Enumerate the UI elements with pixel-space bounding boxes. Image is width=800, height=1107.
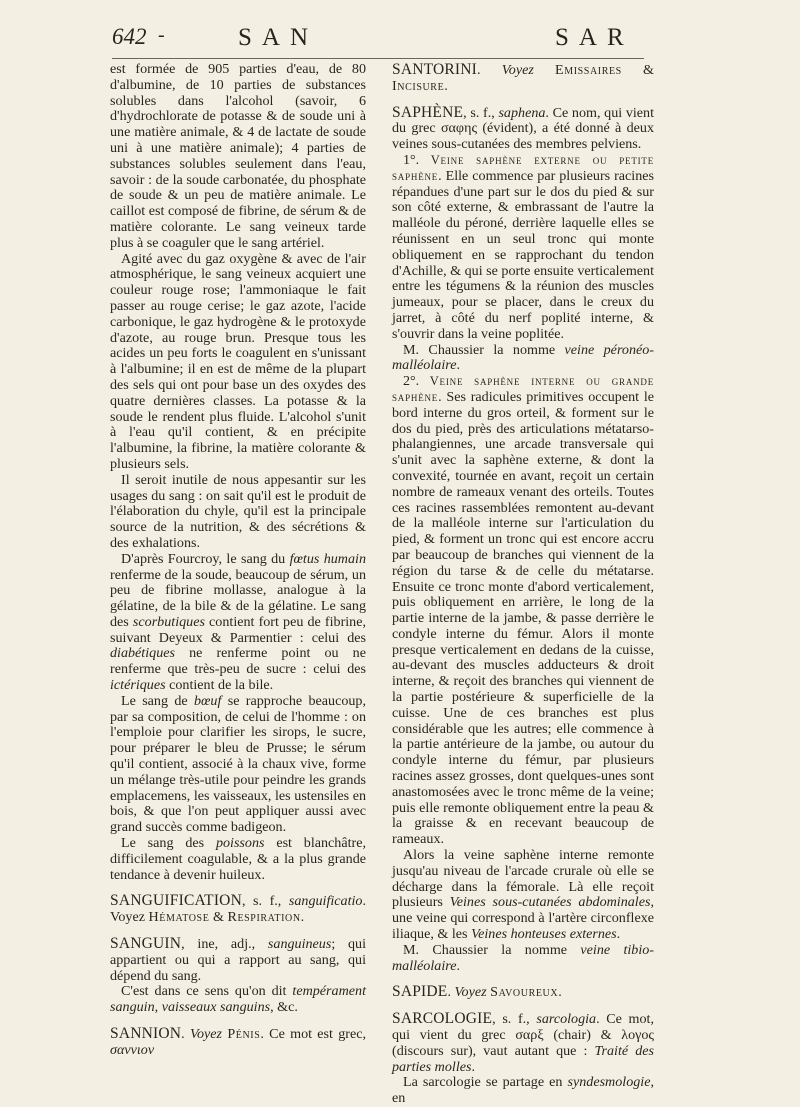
text-run: . — [471, 1058, 476, 1075]
text-run: . Ce mot, qui vient du grec — [392, 1011, 654, 1044]
text-run: sanguineus — [267, 936, 332, 953]
entry-sannion — [110, 1026, 366, 1059]
text-run: . — [444, 77, 448, 94]
left-running-head: SAN — [238, 24, 319, 51]
text-run: poissons — [215, 835, 265, 852]
left-column — [110, 62, 366, 1059]
cross-reference-link[interactable]: Pénis — [227, 1026, 261, 1043]
text-run: saphena — [498, 104, 546, 121]
headword: SANNION — [110, 1025, 182, 1043]
text-run: . — [300, 909, 305, 926]
headword: SANTORINI — [392, 61, 478, 78]
page-number: 642 — [112, 24, 147, 49]
text-run: . Voyez — [110, 893, 366, 926]
right-column — [392, 62, 654, 1107]
text-run: renferme de la soude, beaucoup de sérum, un peu de fibrine mollasse, analogue à la gélatine, de la bile & de la gélatine. Le sang des — [110, 566, 366, 630]
right-running-head: SAR — [555, 24, 634, 51]
greek-word: λογος — [621, 1027, 654, 1044]
entry-sanguification — [110, 893, 366, 926]
text-run: M. Chaussier la nomme — [403, 341, 565, 358]
section-title: Veine saphène externe ou petite saphène — [392, 152, 655, 183]
text-run: Alors la veine saphène interne remonte jusqu'au niveau de l'arcade crurale où elle se décharge dans la fémorale. Là elle reçoit plusieurs — [392, 847, 654, 911]
text-run: veine tibio-malléolaire — [392, 941, 654, 974]
text-run — [534, 62, 555, 78]
text-run: , — [154, 999, 162, 1016]
text-run: vaisseaux sanguins — [161, 999, 271, 1016]
text-run: , en — [392, 1074, 654, 1107]
text-run: est blanchâtre, difficilement coagulable, & a la plus grande tendance à devenir huileux. — [110, 835, 366, 883]
text-run: . Elle commence par plusieurs racines répandues d'une part sur le dos du pied & sur son côté externe, & embrassant de l'autre la malléole du péroné, derrière laquelle elles se réunissent en un seul tronc qui monte obliquement en se rapprochant du tendon d'Achille, & qui se porte ensuite verticalement entre les tégumens & la réunion des muscles jumeaux, pour se placer, dans le creux du jarret, à côté du nerf poplité interne, & s'ouvrir dans la veine poplitée. — [392, 167, 655, 342]
text-run: bœuf — [193, 692, 222, 709]
text-run: & — [209, 909, 228, 926]
text-run: scorbutiques — [132, 613, 205, 630]
running-header — [0, 14, 800, 58]
text-run: ne renferme point ou ne renferme que très-peu de sucre : celui des — [110, 645, 366, 678]
text-run: , &c. — [270, 999, 298, 1016]
text-run: contient fort peu de fibrine, suivant Deyeux & Parmentier : celui des — [110, 613, 367, 646]
text-run: . — [558, 984, 562, 1001]
text-run: sanguificatio — [288, 893, 363, 910]
text-run: Veines honteuses externes — [471, 926, 617, 943]
text-run: . — [477, 62, 502, 78]
section-external-saphenous — [392, 153, 654, 343]
paragraph-oxygen-agitation: Agité avec du gaz oxygène & avec de l'air atmosphérique, le sang veineux acquiert une couleur rouge rose; l'ammoniaque le fait passer au rouge cerise; le gaz azote, l'acide carbonique, le gaz hydrogène & le protoxyde d'azote, au rouge brun. Presque tous les acides un peu forts le coagulent en s'unissant à l'albumine; il en est de même de la plupart des sels qui ont pour base un des oxydes des quatre dernières classes. La potasse & la soude le rendent plus fluide. L'alcohol s'unit à l'eau qu'il contient, & en précipite l'albumine, la fibrine, la matière colorante & plusieurs sels. — [110, 250, 366, 472]
text-run: Le sang des — [121, 835, 216, 852]
text-run: , une veine qui correspond à l'artère circonflexe iliaque, & les — [392, 894, 654, 943]
text-run: Voyez — [454, 984, 487, 1001]
section-title: Veine saphène interne ou grande saphène — [392, 374, 655, 404]
entry-santorini — [392, 62, 654, 95]
text-run: M. Chaussier la nomme — [403, 941, 581, 958]
text-run: syndesmologie — [567, 1074, 651, 1091]
text-run: diabétiques — [110, 645, 175, 662]
greek-word: σαννιον — [110, 1041, 155, 1058]
cross-reference-link[interactable]: Savoureux — [490, 984, 559, 1001]
text-run: ; qui appartient ou qui a rapport au sang, qui dépend du sang. — [110, 936, 366, 984]
headword: SAPIDE — [392, 983, 448, 1001]
text-run: fœtus humain — [289, 550, 366, 567]
text-run: . — [456, 957, 460, 974]
entry-sarcologie — [392, 1011, 654, 1075]
text-run: (discours sur), vaut autant que : — [392, 1042, 595, 1059]
text-run: Le sang de — [121, 692, 194, 709]
text-run: (chair) & — [543, 1027, 622, 1044]
entry-saphene — [392, 105, 654, 153]
text-run: 2°. — [403, 373, 430, 390]
headword: SANGUIFICATION — [110, 892, 242, 910]
text-run: (évident), a été donné à deux veines sous-cutanées des membres pelviens. — [392, 120, 654, 153]
text-run: veine péronéo-malléolaire — [392, 341, 654, 374]
text-run: , s. f., — [463, 104, 499, 121]
text-run: Veines sous-cutanées abdominales — [449, 894, 651, 911]
paragraph-chaussier-1 — [392, 343, 654, 375]
text-run: se rapproche beaucoup, par sa composition, de celui de l'homme : on l'emploie pour clarifier les sirops, le sucre, pour préparer le bleu de Prusse; le sérum qu'il contient, associé à la chaux vive, forme un mélange très-utile pour peindre les grands emplacemens, les vaisseaux, les ustensiles en bois, & que l'on peut appliquer aussi avec grand succès comme badigeon. — [110, 692, 366, 836]
text-run: Traité des parties molles — [392, 1042, 654, 1075]
paragraph-beef-blood — [110, 694, 366, 836]
paragraph-fourcroy — [110, 552, 366, 694]
text-run: C'est dans ce sens qu'on dit — [121, 983, 293, 1000]
text-run: . — [181, 1026, 190, 1043]
headword: SANGUIN — [110, 935, 182, 953]
entry-sapide — [392, 984, 654, 1001]
text-run: . — [447, 984, 455, 1001]
paragraph-blood-composition: est formée de 905 parties d'eau, de 80 d'albumine, de 10 parties de substances solubles dans l'alcohol (savoir, 6 d'hydrochlorate de potasse & de soude uni à une matière animale, & 4 de lactate de soude uni à une matière animale); 4 parties de substances solubles seulement dans l'eau, savoir : de la soude carbonatée, du phosphate de soude & un peu de matière animale. Le caillot est composé de fibrine, de sérum & de matière colorante. Le sang veineux tarde plus à se coaguler que le sang artériel. — [110, 61, 366, 251]
entry-sanguin — [110, 936, 366, 984]
paragraph-femoral-junction — [392, 848, 654, 943]
paragraph-fish-blood — [110, 836, 366, 883]
text-run: Voyez — [501, 62, 534, 78]
header-rule — [112, 58, 644, 59]
cross-reference-link[interactable]: Hématose — [148, 909, 210, 926]
greek-word: σαφης — [440, 120, 478, 137]
headword: SARCOLOGIE — [392, 1010, 493, 1028]
text-run: sarcologia — [536, 1011, 597, 1028]
text-run: . — [616, 926, 621, 943]
headword: SAPHÈNE — [392, 103, 464, 121]
paragraph-sanguin-usage — [110, 984, 366, 1016]
paragraph-blood-usage: Il seroit inutile de nous appesantir sur les usages du sang : on sait qu'il est le produit de l'élaboration du chyle, qu'il est la principale source de la nutrition, & des sécrétions & des exhalations. — [110, 471, 366, 551]
cross-reference-link[interactable]: Emissaires — [555, 62, 622, 78]
text-run: Voyez — [189, 1026, 223, 1043]
text-run: La sarcologie se partage en — [403, 1074, 568, 1091]
text-run: contient de la bile. — [165, 677, 274, 694]
text-run: . — [456, 357, 460, 374]
cross-reference-link[interactable]: Respiration — [227, 909, 301, 926]
text-run: ictériques — [110, 677, 166, 694]
text-run: , s. f., — [492, 1011, 537, 1028]
text-run: , s. f., — [241, 893, 289, 910]
text-run: tempérament sanguin — [110, 983, 366, 1016]
text-run: 1°. — [403, 151, 431, 168]
header-dash: - — [158, 24, 165, 46]
greek-word: σαρξ — [515, 1027, 544, 1044]
text-run: D'après Fourcroy, le sang du — [121, 550, 290, 567]
text-run: & — [621, 62, 654, 78]
paragraph-sarcologie-division — [392, 1075, 654, 1107]
text-run: . Ses radicules primitives occupent le bord interne du gros orteil, & forment sur le dos du pied, près des articulations métatarso-phalangiennes, une arcade transversale qui s'unit avec la saphène externe, & dont la convexité, tournée en avant, reçoit un certain nombre de rameaux venant des orteils. Toutes ces racines rassemblées remontent au-devant de la malléole interne sur l'articulation du pied, & forment un tronc qui est encore accru par beaucoup de branches qui viennent de la région du tarse & de celle du métatarse. Ensuite ce tronc monte d'abord verticalement, puis obliquement en arrière, le long de la partie interne de la jambe, & passe derrière le condyle interne du fémur. Alors il monte presque verticalement en dedans de la cuisse, au-devant des muscles adducteurs & droit interne, & reçoit des branches qui viennent de la partie postérieure & superficielle de la cuisse. Une de ces branches est plus considérable que les autres; elle commence à la partie antérieure de la jambe, ou autour du condyle interne du fémur, par plusieurs racines assez grosses, dont quelques-unes sont anastomosées avec le tronc même de la veine; puis elle remonte obliquement entre la peau & la graisse & en recevant beaucoup de rameaux. — [392, 388, 654, 848]
text-run: , ine, adj., — [181, 936, 268, 953]
text-run: . Ce mot est grec, — [260, 1026, 366, 1043]
text-run: . Ce nom, qui vient du grec — [392, 104, 655, 137]
paragraph-chaussier-2 — [392, 943, 654, 975]
cross-reference-link[interactable]: Incisure — [392, 77, 445, 94]
section-internal-saphenous — [392, 374, 654, 848]
